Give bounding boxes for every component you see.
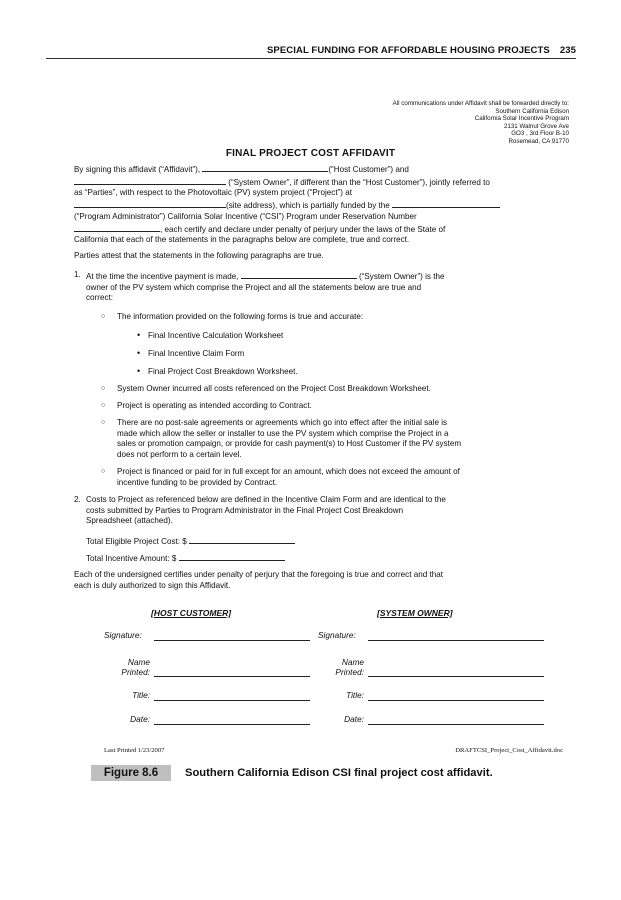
host-title-label: Title: bbox=[132, 690, 150, 700]
address-line: All communications under Affidavit shall be forwarded directly to: bbox=[392, 100, 569, 107]
list-item bbox=[101, 418, 557, 461]
address-line: GO3 , 3rd Floor B-10 bbox=[511, 130, 569, 138]
form-item bbox=[137, 366, 548, 378]
owner-name-printed-label bbox=[316, 657, 364, 677]
list-item bbox=[101, 467, 557, 488]
list-item-text: made which allow the seller or installer to use the PV system which comprise the Project in a bbox=[117, 428, 449, 438]
bullet-icon: • bbox=[137, 330, 141, 340]
header-rule bbox=[46, 58, 576, 59]
host-signature-line[interactable] bbox=[154, 640, 310, 641]
address-line: Rosemead, CA 91770 bbox=[508, 137, 569, 145]
host-customer-heading: [HOST CUSTOMER] bbox=[151, 608, 232, 618]
system-owner-blank bbox=[74, 176, 226, 185]
incentive-amount-row bbox=[86, 552, 574, 565]
intro-line: as “Parties”, with respect to the Photovoltaic (PV) system project (“Project”) at bbox=[74, 188, 352, 198]
name-label: Name bbox=[341, 657, 364, 667]
incentive-amount-label: Total Incentive Amount: $ bbox=[86, 554, 177, 563]
eligible-cost-field[interactable] bbox=[189, 535, 295, 544]
form-item-text: Final Incentive Calculation Worksheet bbox=[148, 331, 284, 340]
list-item-text: The information provided on the following forms is true and accurate: bbox=[117, 312, 364, 321]
intro-line: (“System Owner”, if different than the “Host Customer”), jointly referred to bbox=[228, 177, 490, 187]
eligible-cost-label: Total Eligible Project Cost: $ bbox=[86, 537, 187, 546]
owner-title-line[interactable] bbox=[368, 700, 544, 701]
certification-line: Each of the undersigned certifies under penalty of perjury that the foregoing is true and correct and that bbox=[74, 570, 443, 579]
page-number: 235 bbox=[559, 45, 576, 56]
list-item-text: There are no post-sale agreements or agreements which go into effect after the initial sale is bbox=[117, 418, 448, 427]
host-date-label: Date: bbox=[130, 714, 150, 724]
item-number: 2. bbox=[74, 495, 81, 504]
document-filename: DRAFTCSI_Project_Cost_Affidavit.doc bbox=[455, 747, 563, 754]
last-printed: Last Printed 1/23/2007 bbox=[104, 747, 165, 754]
running-head-title: SPECIAL FUNDING FOR AFFORDABLE HOUSING PROJECTS bbox=[266, 45, 550, 56]
document-title: FINAL PROJECT COST AFFIDAVIT bbox=[225, 148, 396, 159]
form-item-text: Final Incentive Claim Form bbox=[148, 349, 245, 358]
host-name-line[interactable] bbox=[154, 676, 310, 677]
list-item-text: Project is financed or paid for in full except for an amount, which does not exceed the amount of bbox=[117, 467, 460, 476]
owner-date-label: Date: bbox=[344, 714, 364, 724]
circle-bullet-icon: ○ bbox=[101, 468, 106, 475]
intro-paragraph bbox=[74, 163, 562, 246]
intro-line: By signing this affidavit (“Affidavit”), bbox=[74, 165, 201, 174]
owner-name-line[interactable] bbox=[368, 676, 544, 677]
eligible-cost-row bbox=[86, 535, 574, 548]
intro-line: (site address), which is partially funded by the bbox=[226, 201, 390, 211]
list-item-text: does not perform to a certain level. bbox=[117, 450, 242, 460]
system-owner-name-blank bbox=[241, 270, 357, 279]
form-item bbox=[137, 330, 548, 342]
item-2-line: costs submitted by Parties to Program Administrator in the Final Project Cost Breakdown bbox=[86, 505, 404, 515]
running-head bbox=[46, 45, 576, 56]
owner-date-line[interactable] bbox=[368, 724, 544, 725]
list-item-text: System Owner incurred all costs referenced on the Project Cost Breakdown Worksheet. bbox=[117, 384, 431, 393]
item-2-line: Costs to Project as referenced below are defined in the Incentive Claim Form and are identical to the bbox=[86, 495, 446, 504]
host-customer-blank bbox=[202, 163, 328, 172]
item-number: 1. bbox=[74, 270, 81, 279]
list-item bbox=[101, 401, 557, 412]
circle-bullet-icon: ○ bbox=[101, 385, 106, 392]
circle-bullet-icon: ○ bbox=[101, 402, 106, 409]
circle-bullet-icon: ○ bbox=[101, 419, 106, 426]
figure-caption: Southern California Edison CSI final project cost affidavit. bbox=[185, 767, 493, 779]
item-1-line: correct: bbox=[86, 293, 113, 303]
certification-line: each is duly authorized to sign this Affidavit. bbox=[74, 580, 231, 590]
certification-paragraph bbox=[74, 570, 562, 591]
printed-label: Printed: bbox=[121, 667, 150, 677]
address-line: California Solar Incentive Program bbox=[474, 115, 569, 123]
intro-line: (“Program Administrator”) California Solar Incentive (“CSI”) Program under Reservation Number bbox=[74, 211, 417, 221]
owner-signature-label: Signature: bbox=[318, 630, 356, 640]
figure-label: Figure 8.6 bbox=[91, 765, 171, 781]
system-owner-heading: [SYSTEM OWNER] bbox=[377, 608, 453, 618]
intro-line: , each certify and declare under penalty of perjury under the laws of the State of bbox=[160, 224, 446, 234]
address-line: 2131 Walnut Grove Ave bbox=[503, 122, 569, 130]
host-signature-label: Signature: bbox=[104, 630, 142, 640]
name-label: Name bbox=[127, 657, 150, 667]
form-item bbox=[137, 348, 548, 360]
program-administrator-blank bbox=[392, 199, 500, 208]
intro-line: California that each of the statements in the paragraphs below are complete, true and correct. bbox=[74, 235, 410, 245]
printed-label: Printed: bbox=[335, 667, 364, 677]
host-name-printed-label bbox=[102, 657, 150, 677]
address-line: Southern California Edison bbox=[495, 107, 569, 115]
item-1-line: (“System Owner”) is the bbox=[359, 272, 445, 281]
item-1 bbox=[74, 270, 562, 304]
list-item bbox=[101, 312, 557, 323]
item-1-line: At the time the incentive payment is made, bbox=[86, 272, 239, 281]
list-item-text: incentive funding to be provided by Contract. bbox=[117, 477, 278, 487]
attest-statement: Parties attest that the statements in the following paragraphs are true. bbox=[74, 251, 324, 260]
address-block bbox=[393, 100, 569, 146]
incentive-amount-field[interactable] bbox=[179, 552, 285, 561]
item-1-line: owner of the PV system which comprise the Project and all the statements below are true and bbox=[86, 282, 422, 292]
site-address-blank bbox=[74, 199, 226, 208]
owner-title-label: Title: bbox=[346, 690, 364, 700]
form-item-text: Final Project Cost Breakdown Worksheet. bbox=[148, 367, 298, 376]
intro-line: (“Host Customer”) and bbox=[328, 165, 409, 174]
list-item-text: Project is operating as intended according to Contract. bbox=[117, 401, 312, 410]
item-2-line: Spreadsheet (attached). bbox=[86, 516, 173, 526]
bullet-icon: • bbox=[137, 348, 141, 358]
host-date-line[interactable] bbox=[154, 724, 310, 725]
item-2 bbox=[74, 495, 562, 527]
owner-signature-line[interactable] bbox=[368, 640, 544, 641]
circle-bullet-icon: ○ bbox=[101, 313, 106, 320]
bullet-icon: • bbox=[137, 366, 141, 376]
host-title-line[interactable] bbox=[154, 700, 310, 701]
reservation-number-blank bbox=[74, 223, 160, 232]
list-item-text: sales or promotion campaign, or provide for cash payment(s) to Host Customer if the PV system bbox=[117, 439, 462, 449]
list-item bbox=[101, 384, 557, 395]
